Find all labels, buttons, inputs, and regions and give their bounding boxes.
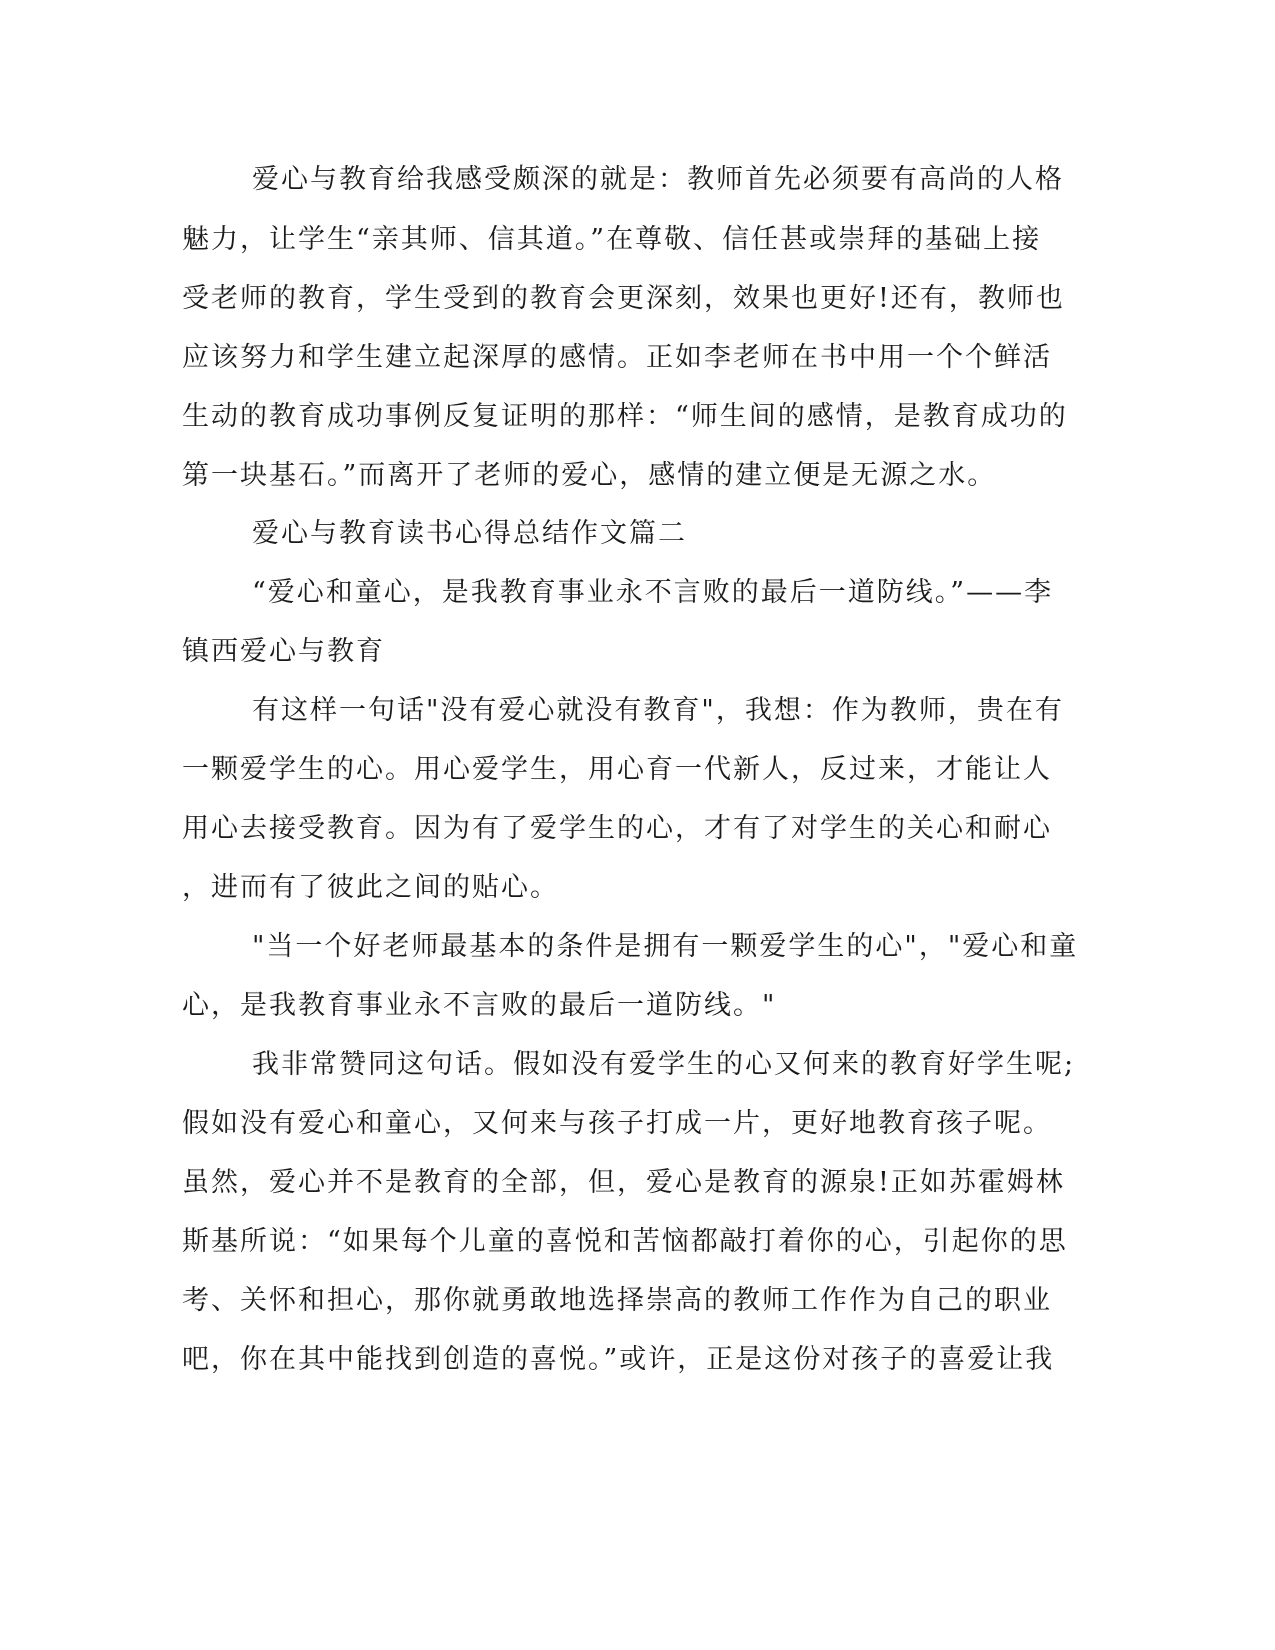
section-heading: 爱心与教育读书心得总结作文篇二: [252, 518, 687, 549]
text-line: 第一块基石。”而离开了老师的爱心，感情的建立便是无源之水。: [182, 460, 997, 491]
text-line: ，进而有了彼此之间的贴心。: [182, 872, 559, 903]
text-line: 我非常赞同这句话。假如没有爱学生的心又何来的教育好学生呢;: [252, 1049, 1076, 1080]
text-line: 一颗爱学生的心。用心爱学生，用心育一代新人，反过来，才能让人: [182, 754, 1052, 785]
text-line: 有这样一句话"没有爱心就没有教育"，我想：作为教师，贵在有: [252, 695, 1064, 726]
text-line: 镇西爱心与教育: [182, 636, 385, 667]
text-line: 爱心与教育给我感受颇深的就是：教师首先必须要有高尚的人格: [252, 164, 1064, 195]
text-line: "当一个好老师最基本的条件是拥有一颗爱学生的心"，"爱心和童: [252, 931, 1079, 962]
text-line: 心，是我教育事业永不言败的最后一道防线。": [182, 990, 777, 1021]
text-line: 应该努力和学生建立起深厚的感情。正如李老师在书中用一个个鲜活: [182, 342, 1052, 373]
text-line: 考、关怀和担心，那你就勇敢地选择崇高的教师工作作为自己的职业: [182, 1285, 1052, 1316]
text-line: 生动的教育成功事例反复证明的那样：“师生间的感情，是教育成功的: [182, 401, 1068, 432]
text-line: 吧，你在其中能找到创造的喜悦。”或许，正是这份对孩子的喜爱让我: [182, 1344, 1055, 1375]
text-line: 魅力，让学生“亲其师、信其道。”在尊敬、信任甚或崇拜的基础上接: [182, 224, 1042, 255]
text-line: 受老师的教育，学生受到的教育会更深刻，效果也更好!还有，教师也: [182, 283, 1065, 314]
text-line: 虽然，爱心并不是教育的全部，但，爱心是教育的源泉!正如苏霍姆林: [182, 1167, 1065, 1198]
text-line: 斯基所说：“如果每个儿童的喜悦和苦恼都敲打着你的心，引起你的思: [182, 1226, 1068, 1257]
text-line: “爱心和童心，是我教育事业永不言败的最后一道防线。”——李: [252, 577, 1054, 608]
text-line: 用心去接受教育。因为有了爱学生的心，才有了对学生的关心和耐心: [182, 813, 1052, 844]
text-line: 假如没有爱心和童心，又何来与孩子打成一片，更好地教育孩子呢。: [182, 1108, 1052, 1139]
